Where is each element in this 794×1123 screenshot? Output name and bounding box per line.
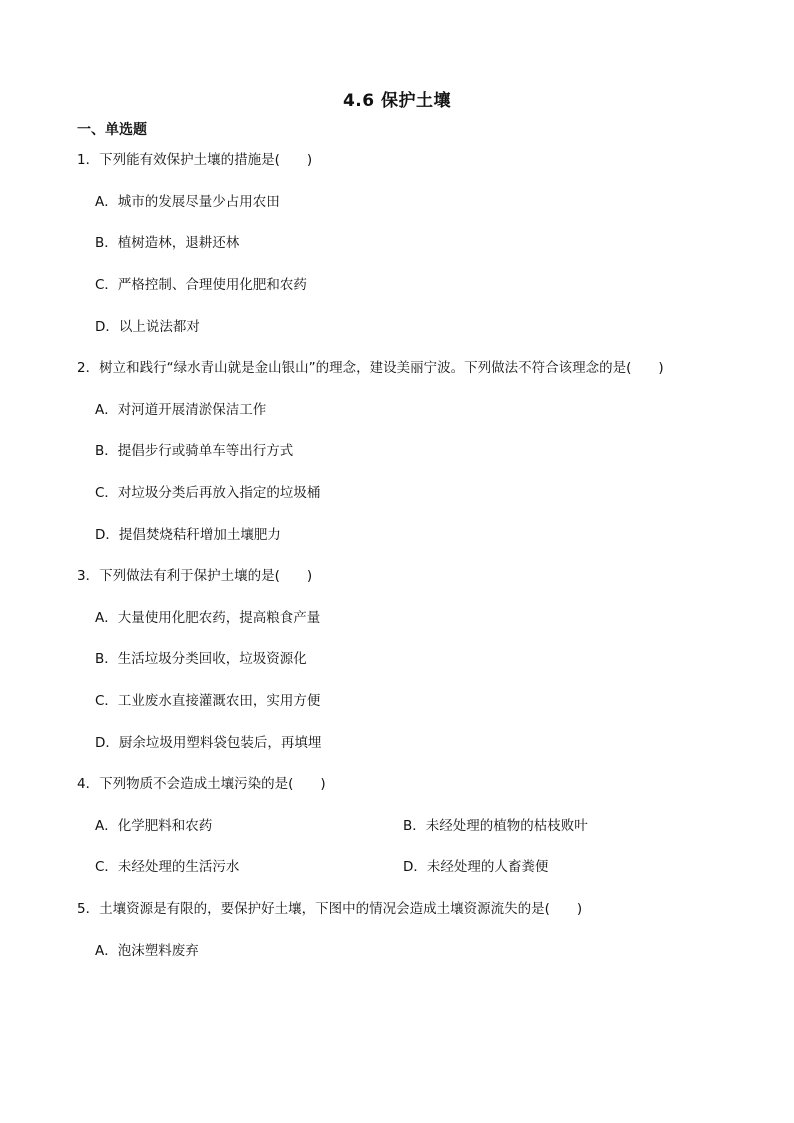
section-heading: 一、单选题 <box>77 122 147 138</box>
question-3-option-c: C．工业废水直接灌溉农田，实用方便 <box>95 693 321 709</box>
question-3-option-a: A．大量使用化肥农药，提高粮食产量 <box>95 610 321 626</box>
question-1-option-a: A．城市的发展尽量少占用农田 <box>95 194 280 210</box>
question-4-stem: 4．下列物质不会造成土壤污染的是( ) <box>77 776 326 792</box>
question-2-option-a: A．对河道开展清淤保洁工作 <box>95 402 267 418</box>
question-4-option-d: D．未经处理的人畜粪便 <box>403 859 549 875</box>
question-2-option-d: D．提倡焚烧秸秆增加土壤肥力 <box>95 527 281 543</box>
question-2-option-b: B．提倡步行或骑单车等出行方式 <box>95 443 294 459</box>
question-2-stem: 2．树立和践行“绿水青山就是金山银山”的理念，建设美丽宁波。下列做法不符合该理念的是( ) <box>77 360 664 376</box>
question-1-stem: 1．下列能有效保护土壤的措施是( ) <box>77 152 313 168</box>
question-3-option-b: B．生活垃圾分类回收，垃圾资源化 <box>95 651 307 667</box>
question-1-option-c: C．严格控制、合理使用化肥和农药 <box>95 277 307 293</box>
question-3-option-d: D．厨余垃圾用塑料袋包装后，再填埋 <box>95 735 322 751</box>
question-4-option-c: C．未经处理的生活污水 <box>95 859 240 875</box>
question-3-stem: 3．下列做法有利于保护土壤的是( ) <box>77 568 313 584</box>
question-4-option-b: B．未经处理的植物的枯枝败叶 <box>403 818 588 834</box>
question-1-option-d: D．以上说法都对 <box>95 319 200 335</box>
question-5-stem: 5．土壤资源是有限的，要保护好土壤，下图中的情况会造成土壤资源流失的是( ) <box>77 901 583 917</box>
question-4-option-a: A．化学肥料和农药 <box>95 818 213 834</box>
question-2-option-c: C．对垃圾分类后再放入指定的垃圾桶 <box>95 485 321 501</box>
question-5-option-a: A．泡沫塑料废弃 <box>95 943 199 959</box>
page-title: 4.6 保护土壤 <box>342 91 452 111</box>
question-1-option-b: B．植树造林，退耕还林 <box>95 235 240 251</box>
